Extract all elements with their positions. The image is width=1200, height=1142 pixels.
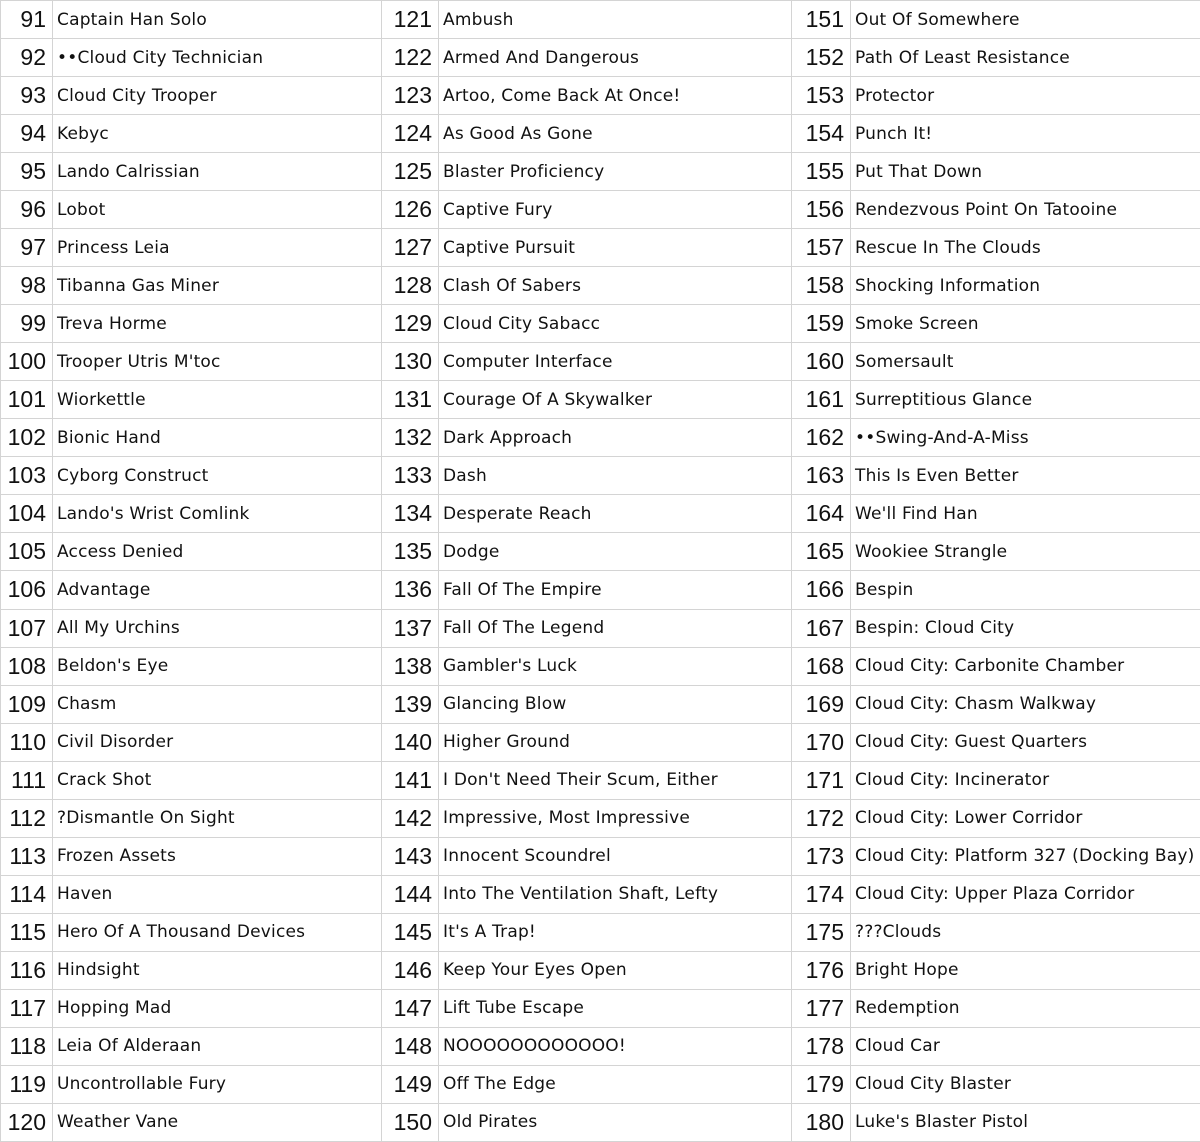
card-number-cell[interactable]: 175 [792, 913, 851, 951]
card-number-cell[interactable]: 144 [382, 875, 439, 913]
card-name-cell[interactable]: Frozen Assets [53, 837, 382, 875]
card-name-cell[interactable]: Cloud City: Incinerator [851, 761, 1200, 799]
card-number-cell[interactable]: 148 [382, 1027, 439, 1065]
card-name-cell[interactable]: We'll Find Han [851, 495, 1200, 533]
table-row [1, 609, 1200, 647]
card-number-cell[interactable]: 98 [1, 267, 53, 305]
card-name-cell[interactable]: Surreptitious Glance [851, 381, 1200, 419]
table-row [1, 115, 1200, 153]
card-number-cell[interactable]: 168 [792, 647, 851, 685]
card-number-cell[interactable]: 146 [382, 951, 439, 989]
card-name-cell[interactable]: Hindsight [53, 951, 382, 989]
card-number-cell[interactable]: 167 [792, 609, 851, 647]
card-name-cell[interactable]: Dash [439, 457, 792, 495]
card-name-cell[interactable]: Impressive, Most Impressive [439, 799, 792, 837]
card-number-cell[interactable]: 160 [792, 343, 851, 381]
card-name-cell[interactable]: Desperate Reach [439, 495, 792, 533]
table-row [1, 723, 1200, 761]
card-number-cell[interactable]: 151 [792, 1, 851, 39]
card-name-cell[interactable]: Weather Vane [53, 1103, 382, 1141]
table-row [1, 381, 1200, 419]
card-number-cell[interactable]: 145 [382, 913, 439, 951]
card-number-cell[interactable]: 170 [792, 723, 851, 761]
card-number-cell[interactable]: 97 [1, 229, 53, 267]
table-row [1, 647, 1200, 685]
card-number-cell[interactable]: 133 [382, 457, 439, 495]
table-row [1, 1065, 1200, 1103]
card-number-cell[interactable]: 95 [1, 153, 53, 191]
card-name-cell[interactable]: Bespin: Cloud City [851, 609, 1200, 647]
card-name-cell[interactable]: Artoo, Come Back At Once! [439, 77, 792, 115]
card-name-cell[interactable]: Computer Interface [439, 343, 792, 381]
table-row [1, 77, 1200, 115]
card-name-cell[interactable]: Uncontrollable Fury [53, 1065, 382, 1103]
card-name-cell[interactable]: Somersault [851, 343, 1200, 381]
card-name-cell[interactable]: Luke's Blaster Pistol [851, 1103, 1200, 1141]
card-number-cell[interactable]: 135 [382, 533, 439, 571]
card-name-cell[interactable]: Put That Down [851, 153, 1200, 191]
card-name-cell[interactable]: Leia Of Alderaan [53, 1027, 382, 1065]
card-name-cell[interactable]: Punch It! [851, 115, 1200, 153]
card-number-cell[interactable]: 125 [382, 153, 439, 191]
card-number-cell[interactable]: 92 [1, 39, 53, 77]
table-row [1, 571, 1200, 609]
card-name-cell[interactable]: This Is Even Better [851, 457, 1200, 495]
card-number-cell[interactable]: 116 [1, 951, 53, 989]
table-row [1, 1103, 1200, 1141]
card-number-cell[interactable]: 177 [792, 989, 851, 1027]
card-number-cell[interactable]: 129 [382, 305, 439, 343]
table-row [1, 267, 1200, 305]
card-name-cell[interactable]: Clash Of Sabers [439, 267, 792, 305]
table-row [1, 685, 1200, 723]
card-number-cell[interactable]: 121 [382, 1, 439, 39]
card-name-cell[interactable]: ?Dismantle On Sight [53, 799, 382, 837]
card-name-cell[interactable]: Bespin [851, 571, 1200, 609]
card-name-cell[interactable]: Advantage [53, 571, 382, 609]
card-name-cell[interactable]: Cloud City Sabacc [439, 305, 792, 343]
card-name-cell[interactable]: Kebyc [53, 115, 382, 153]
card-number-cell[interactable]: 120 [1, 1103, 53, 1141]
table-row [1, 305, 1200, 343]
card-name-cell[interactable]: ••Cloud City Technician [53, 39, 382, 77]
table-row [1, 419, 1200, 457]
card-name-cell[interactable]: Treva Horme [53, 305, 382, 343]
card-name-cell[interactable]: Tibanna Gas Miner [53, 267, 382, 305]
table-row [1, 875, 1200, 913]
card-number-cell[interactable]: 111 [1, 761, 53, 799]
card-number-cell[interactable]: 93 [1, 77, 53, 115]
card-name-cell[interactable]: Innocent Scoundrel [439, 837, 792, 875]
card-name-cell[interactable]: Dark Approach [439, 419, 792, 457]
table-row [1, 457, 1200, 495]
card-name-cell[interactable]: Protector [851, 77, 1200, 115]
card-number-cell[interactable]: 150 [382, 1103, 439, 1141]
card-number-cell[interactable]: 103 [1, 457, 53, 495]
card-name-cell[interactable]: Lift Tube Escape [439, 989, 792, 1027]
card-name-cell[interactable]: Bionic Hand [53, 419, 382, 457]
card-name-cell[interactable]: Cyborg Construct [53, 457, 382, 495]
card-number-cell[interactable]: 179 [792, 1065, 851, 1103]
card-number-cell[interactable]: 104 [1, 495, 53, 533]
table-row [1, 913, 1200, 951]
card-number-cell[interactable]: 174 [792, 875, 851, 913]
card-number-cell[interactable]: 106 [1, 571, 53, 609]
card-number-cell[interactable]: 138 [382, 647, 439, 685]
card-name-cell[interactable]: Cloud City: Guest Quarters [851, 723, 1200, 761]
card-number-cell[interactable]: 99 [1, 305, 53, 343]
table-row [1, 343, 1200, 381]
card-number-cell[interactable]: 101 [1, 381, 53, 419]
card-number-cell[interactable]: 122 [382, 39, 439, 77]
card-name-cell[interactable]: Out Of Somewhere [851, 1, 1200, 39]
card-name-cell[interactable]: Into The Ventilation Shaft, Lefty [439, 875, 792, 913]
card-name-cell[interactable]: Redemption [851, 989, 1200, 1027]
card-number-cell[interactable]: 91 [1, 1, 53, 39]
card-number-cell[interactable]: 141 [382, 761, 439, 799]
card-name-cell[interactable]: Cloud City Trooper [53, 77, 382, 115]
card-number-cell[interactable]: 123 [382, 77, 439, 115]
card-name-cell[interactable]: Lando Calrissian [53, 153, 382, 191]
card-name-cell[interactable]: Cloud City: Carbonite Chamber [851, 647, 1200, 685]
card-number-cell[interactable]: 117 [1, 989, 53, 1027]
card-number-cell[interactable]: 159 [792, 305, 851, 343]
card-number-cell[interactable]: 180 [792, 1103, 851, 1141]
card-name-cell[interactable]: Higher Ground [439, 723, 792, 761]
card-name-cell[interactable]: Wookiee Strangle [851, 533, 1200, 571]
card-name-cell[interactable]: Shocking Information [851, 267, 1200, 305]
card-name-cell[interactable]: Cloud City: Lower Corridor [851, 799, 1200, 837]
card-name-cell[interactable]: Courage Of A Skywalker [439, 381, 792, 419]
card-name-cell[interactable]: Rendezvous Point On Tatooine [851, 191, 1200, 229]
card-name-cell[interactable]: Glancing Blow [439, 685, 792, 723]
card-number-cell[interactable]: 127 [382, 229, 439, 267]
card-name-cell[interactable]: Gambler's Luck [439, 647, 792, 685]
card-number-cell[interactable]: 136 [382, 571, 439, 609]
card-number-cell[interactable]: 110 [1, 723, 53, 761]
card-name-cell[interactable]: It's A Trap! [439, 913, 792, 951]
table-row [1, 951, 1200, 989]
card-name-cell[interactable]: Hero Of A Thousand Devices [53, 913, 382, 951]
card-name-cell[interactable]: Princess Leia [53, 229, 382, 267]
card-number-cell[interactable]: 108 [1, 647, 53, 685]
card-number-cell[interactable]: 134 [382, 495, 439, 533]
card-number-cell[interactable]: 115 [1, 913, 53, 951]
card-number-cell[interactable]: 119 [1, 1065, 53, 1103]
card-name-cell[interactable]: Bright Hope [851, 951, 1200, 989]
card-name-cell[interactable]: Cloud City: Upper Plaza Corridor [851, 875, 1200, 913]
card-number-cell[interactable]: 176 [792, 951, 851, 989]
card-name-cell[interactable]: Access Denied [53, 533, 382, 571]
card-number-cell[interactable]: 105 [1, 533, 53, 571]
card-number-cell[interactable]: 153 [792, 77, 851, 115]
card-name-cell[interactable]: Ambush [439, 1, 792, 39]
table-row [1, 191, 1200, 229]
table-row [1, 1, 1200, 39]
card-number-cell[interactable]: 164 [792, 495, 851, 533]
table-row [1, 39, 1200, 77]
table-row [1, 153, 1200, 191]
card-number-cell[interactable]: 142 [382, 799, 439, 837]
card-number-cell[interactable]: 143 [382, 837, 439, 875]
table-row [1, 761, 1200, 799]
card-name-cell[interactable]: Path Of Least Resistance [851, 39, 1200, 77]
card-number-cell[interactable]: 161 [792, 381, 851, 419]
card-number-cell[interactable]: 149 [382, 1065, 439, 1103]
card-name-cell[interactable]: Lobot [53, 191, 382, 229]
card-number-cell[interactable]: 165 [792, 533, 851, 571]
card-number-cell[interactable]: 152 [792, 39, 851, 77]
card-name-cell[interactable]: Haven [53, 875, 382, 913]
card-list-body [1, 1, 1200, 1142]
card-name-cell[interactable]: Smoke Screen [851, 305, 1200, 343]
card-name-cell[interactable]: ???Clouds [851, 913, 1200, 951]
card-number-cell[interactable]: 100 [1, 343, 53, 381]
card-name-cell[interactable]: Chasm [53, 685, 382, 723]
card-number-cell[interactable]: 140 [382, 723, 439, 761]
card-name-cell[interactable]: Off The Edge [439, 1065, 792, 1103]
card-name-cell[interactable]: Fall Of The Empire [439, 571, 792, 609]
card-name-cell[interactable]: Keep Your Eyes Open [439, 951, 792, 989]
card-number-cell[interactable]: 139 [382, 685, 439, 723]
table-row [1, 799, 1200, 837]
card-name-cell[interactable]: Fall Of The Legend [439, 609, 792, 647]
card-number-cell[interactable]: 112 [1, 799, 53, 837]
card-name-cell[interactable]: ••Swing-And-A-Miss [851, 419, 1200, 457]
card-number-cell[interactable]: 163 [792, 457, 851, 495]
card-name-cell[interactable]: Captive Pursuit [439, 229, 792, 267]
card-name-cell[interactable]: As Good As Gone [439, 115, 792, 153]
card-name-cell[interactable]: Trooper Utris M'toc [53, 343, 382, 381]
card-number-cell[interactable]: 169 [792, 685, 851, 723]
table-row [1, 533, 1200, 571]
card-number-cell[interactable]: 126 [382, 191, 439, 229]
card-name-cell[interactable]: NOOOOOOOOOOOO! [439, 1027, 792, 1065]
card-number-cell[interactable]: 118 [1, 1027, 53, 1065]
card-number-cell[interactable]: 157 [792, 229, 851, 267]
card-name-cell[interactable]: Civil Disorder [53, 723, 382, 761]
card-name-cell[interactable]: Captain Han Solo [53, 1, 382, 39]
card-name-cell[interactable]: I Don't Need Their Scum, Either [439, 761, 792, 799]
table-row [1, 495, 1200, 533]
card-name-cell[interactable]: Old Pirates [439, 1103, 792, 1141]
card-number-cell[interactable]: 172 [792, 799, 851, 837]
card-number-cell[interactable]: 109 [1, 685, 53, 723]
card-name-cell[interactable]: Cloud City: Chasm Walkway [851, 685, 1200, 723]
card-number-cell[interactable]: 147 [382, 989, 439, 1027]
card-number-cell[interactable]: 124 [382, 115, 439, 153]
card-name-cell[interactable]: Armed And Dangerous [439, 39, 792, 77]
card-name-cell[interactable]: Rescue In The Clouds [851, 229, 1200, 267]
table-row [1, 989, 1200, 1027]
card-name-cell[interactable]: Beldon's Eye [53, 647, 382, 685]
card-number-cell[interactable]: 131 [382, 381, 439, 419]
card-number-cell[interactable]: 96 [1, 191, 53, 229]
card-name-cell[interactable]: Cloud City: Platform 327 (Docking Bay) [851, 837, 1200, 875]
card-number-cell[interactable]: 162 [792, 419, 851, 457]
table-row [1, 229, 1200, 267]
card-number-cell[interactable]: 114 [1, 875, 53, 913]
card-name-cell[interactable]: Blaster Proficiency [439, 153, 792, 191]
card-number-cell[interactable]: 128 [382, 267, 439, 305]
card-name-cell[interactable]: All My Urchins [53, 609, 382, 647]
card-number-cell[interactable]: 178 [792, 1027, 851, 1065]
card-name-cell[interactable]: Crack Shot [53, 761, 382, 799]
card-number-cell[interactable]: 113 [1, 837, 53, 875]
card-number-cell[interactable]: 132 [382, 419, 439, 457]
card-number-cell[interactable]: 107 [1, 609, 53, 647]
card-name-cell[interactable]: Lando's Wrist Comlink [53, 495, 382, 533]
table-row [1, 1027, 1200, 1065]
card-number-cell[interactable]: 158 [792, 267, 851, 305]
card-name-cell[interactable]: Wiorkettle [53, 381, 382, 419]
card-name-cell[interactable]: Cloud City Blaster [851, 1065, 1200, 1103]
card-name-cell[interactable]: Captive Fury [439, 191, 792, 229]
card-name-cell[interactable]: Cloud Car [851, 1027, 1200, 1065]
card-number-cell[interactable]: 173 [792, 837, 851, 875]
card-number-cell[interactable]: 137 [382, 609, 439, 647]
card-number-cell[interactable]: 94 [1, 115, 53, 153]
card-name-cell[interactable]: Dodge [439, 533, 792, 571]
card-name-cell[interactable]: Hopping Mad [53, 989, 382, 1027]
card-number-cell[interactable]: 130 [382, 343, 439, 381]
card-number-cell[interactable]: 102 [1, 419, 53, 457]
table-row [1, 837, 1200, 875]
card-number-cell[interactable]: 171 [792, 761, 851, 799]
card-number-cell[interactable]: 154 [792, 115, 851, 153]
card-number-cell[interactable]: 155 [792, 153, 851, 191]
card-number-cell[interactable]: 166 [792, 571, 851, 609]
card-number-cell[interactable]: 156 [792, 191, 851, 229]
